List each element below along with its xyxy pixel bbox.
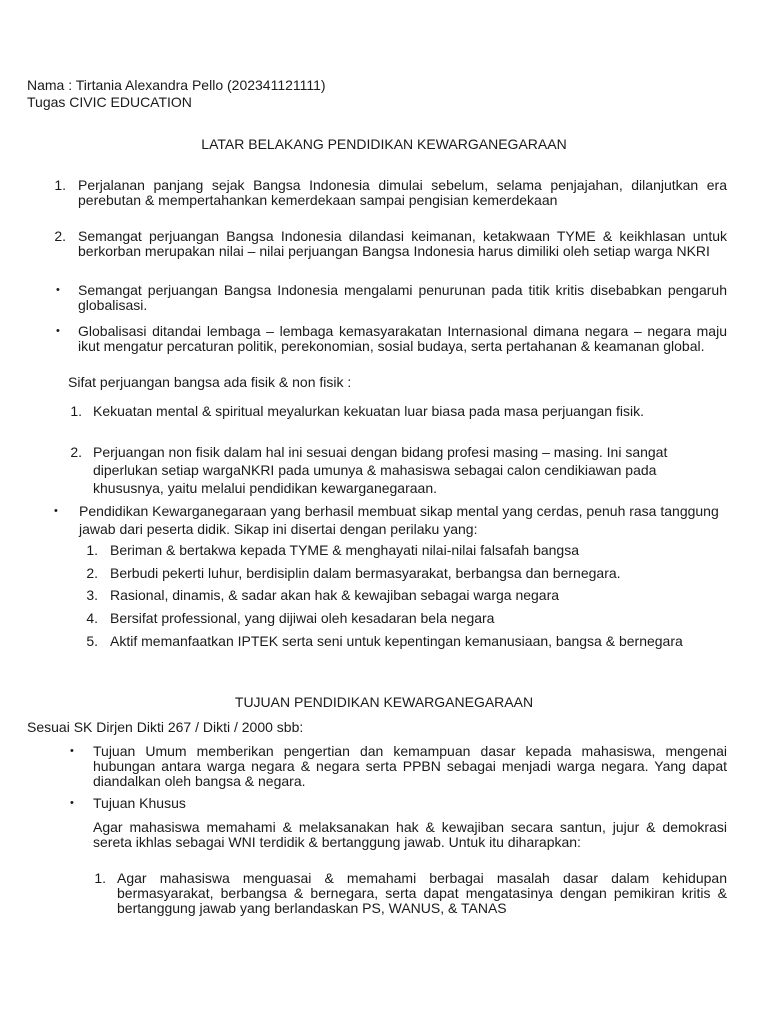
list-marker: 2. — [86, 565, 98, 581]
list-marker: 1. — [70, 403, 82, 419]
list-item-text: Perjuangan non fisik dalam hal ini sesuai dengan bidang profesi masing – masing. Ini sangat diperlukan setiap wargaNKRI pada umunya & mahasiswa sebagai calon cendikiawan pada khususnya, yaitu melalui pendidikan kewarganegaraan. — [93, 444, 668, 496]
list-item-text: Agar mahasiswa menguasai & memahami berbagai masalah dasar dalam kehidupan bermasyarakat, berbangsa & bernegara, serta dapat mengatasinya dengan pemikiran kritis & bertanggung jawab yang berlandaskan PS, WANUS, & TANAS — [117, 870, 727, 916]
list-item-text: Perjalanan panjang sejak Bangsa Indonesia dimulai sebelum, selama penjajahan, dilanjutkan era perebutan & mempertahankan kemerdekaan sampai pengisian kemerdekaan — [78, 177, 727, 208]
section-title-tujuan: TUJUAN PENDIDIKAN KEWARGANEGARAAN — [234, 694, 534, 710]
list-marker: 4. — [86, 610, 98, 626]
list-item-text: Pendidikan Kewarganegaraan yang berhasil membuat sikap mental yang cerdas, penuh rasa tanggung jawab dari peserta didik. Sikap ini disertai dengan perilaku yang: — [79, 503, 719, 537]
list-marker: 5. — [86, 633, 98, 649]
bullet-icon: • — [54, 505, 58, 517]
list-marker: 2. — [54, 228, 66, 244]
list-item-text: Rasional, dinamis, & sadar akan hak & kewajiban sebagai warga negara — [110, 587, 560, 603]
bullet-icon: • — [70, 797, 74, 809]
bullet-icon: • — [70, 745, 74, 757]
list-item-text: Beriman & bertakwa kepada TYME & menghayati nilai-nilai falsafah bangsa — [110, 542, 579, 558]
list-marker: 1. — [54, 177, 66, 193]
list-item-text: Tujuan Umum memberikan pengertian dan kemampuan dasar kepada mahasiswa, mengenai hubungan antara warga negara & negara serta PPBN sebagai menjadi warga negara. Yang dapat diandalkan oleh bangsa & negara. — [93, 743, 727, 789]
paragraph-text: Agar mahasiswa memahami & melaksanakan hak & kewajiban secara santun, jujur & demokrasi sereta ikhlas sebagai WNI terdidik & bertanggung jawab. Untuk itu diharapkan: — [93, 819, 727, 850]
list-item-text: Globalisasi ditandai lembaga – lembaga kemasyarakatan Internasional dimana negara – negara maju ikut mengatur percaturan politik, perekonomian, sosial budaya, serta pertahanan & keamanan global. — [78, 323, 727, 354]
list-item-text: Kekuatan mental & spiritual meyalurkan kekuatan luar biasa pada masa perjuangan fisik. — [93, 403, 644, 419]
student-name-line: Nama : Tirtania Alexandra Pello (202341121111) — [27, 77, 326, 93]
list-item-text: Berbudi pekerti luhur, berdisiplin dalam bermasyarakat, berbangsa dan bernegara. — [110, 565, 621, 581]
list-item-text: Semangat perjuangan Bangsa Indonesia dilandasi keimanan, ketakwaan TYME & keikhlasan untuk berkorban merupakan nilai – nilai perjuangan Bangsa Indonesia harus dimiliki oleh setiap warga NKRI — [78, 228, 727, 259]
list-marker: 2. — [70, 444, 82, 460]
section-title-latar-belakang: LATAR BELAKANG PENDIDIKAN KEWARGANEGARAAN — [201, 136, 567, 152]
list-item-text: Semangat perjuangan Bangsa Indonesia mengalami penurunan pada titik kritis disebabkan pengaruh globalisasi. — [78, 282, 727, 313]
list-item-text: Tujuan Khusus — [93, 795, 186, 811]
bullet-icon: • — [56, 284, 60, 296]
bullet-icon: • — [56, 325, 60, 337]
list-marker: 1. — [86, 542, 98, 558]
list-marker: 1. — [94, 870, 106, 886]
list-item-text: Bersifat professional, yang dijiwai oleh kesadaran bela negara — [110, 610, 495, 626]
list-marker: 3. — [86, 587, 98, 603]
list-item-text: Aktif memanfaatkan IPTEK serta seni untuk kepentingan kemanusiaan, bangsa & bernegara — [110, 633, 683, 649]
sifat-intro: Sifat perjuangan bangsa ada fisik & non fisik : — [68, 374, 352, 390]
task-line: Tugas CIVIC EDUCATION — [27, 94, 192, 110]
sk-intro: Sesuai SK Dirjen Dikti 267 / Dikti / 2000 sbb: — [27, 719, 304, 735]
